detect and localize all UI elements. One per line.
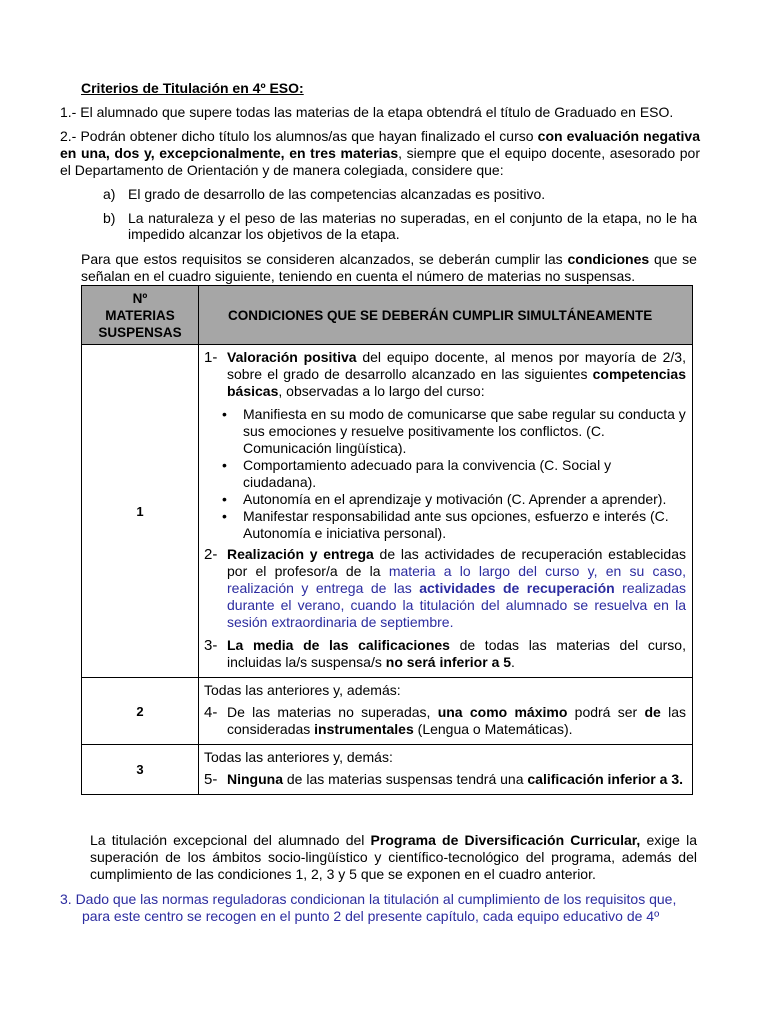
bullet-icon: •: [222, 508, 227, 524]
condition-2-blue-e: realizadas durante el verano, cuando la titulación del alumnado se resuelva en la sesión extraordinaria de septiembre.: [227, 580, 686, 630]
p2-text-c: , siempre que el equipo docente, asesorado por el Departamento de Orientación y de manera colegiada, considere que:: [60, 145, 701, 178]
condition-5-text-b: de las materias suspensas tendrá una: [283, 771, 528, 787]
condition-4-text-g: (Lengua o Matemáticas).: [413, 721, 573, 737]
condition-1-bold-c: competencias básicas: [227, 366, 686, 399]
condition-2-text-b: de las actividades de recuperación establecidas por el profesor/a de la: [227, 546, 686, 579]
list-item: [222, 491, 686, 508]
table-row: [82, 345, 693, 678]
condition-2-bold-a: Realización y entrega: [227, 546, 374, 562]
competencies-list: [204, 406, 686, 542]
row1-conditions: [199, 345, 693, 678]
list-item-text: Autonomía en el aprendizaje y motivación (C. Aprender a aprender).: [243, 491, 667, 507]
condition-4-bold-f: instrumentales: [314, 721, 414, 737]
p2-text-bold: con evaluación negativa en una, dos y, excepcionalmente, en tres materias: [60, 128, 700, 161]
p3-line-2: para este centro se recogen en el punto 2 del presente capítulo, cada equipo educativo de 4º: [82, 908, 660, 924]
list-item: [222, 406, 686, 457]
list-item: [222, 457, 686, 491]
condition-3-text-b: de todas las materias del curso, incluidas la/s suspensa/s: [227, 637, 686, 670]
condition-2-number: 2-: [204, 546, 218, 563]
condition-1-text-d: , observadas a lo largo del curso:: [278, 383, 485, 399]
sub-item-a: [103, 186, 697, 202]
paragraph-3: [60, 891, 700, 925]
row2-lead: Todas las anteriores y, además:: [204, 682, 401, 698]
condition-4-text-e: las consideradas: [227, 704, 686, 737]
condition-3: [204, 637, 686, 671]
title-colon: :: [299, 80, 304, 96]
condition-1-number: 1-: [204, 349, 218, 366]
condition-3-number: 3-: [204, 637, 218, 654]
condition-2-blue-c: materia a lo largo del curso y, en su caso, realización y entrega de las: [227, 563, 686, 596]
condition-1-bold-a: Valoración positiva: [227, 349, 357, 365]
p3-line-1: 3. Dado que las normas reguladoras condicionan la titulación al cumplimiento de los requisitos que,: [60, 891, 677, 907]
row3-number: 3: [82, 745, 199, 795]
condition-4-text-a: De las materias no superadas,: [227, 704, 438, 720]
bullet-icon: •: [222, 406, 227, 422]
condition-1: [204, 349, 686, 400]
paragraph-2: [60, 128, 700, 179]
p2-text-a: 2.- Podrán obtener dicho título los alumnos/as que hayan finalizado el curso: [60, 128, 538, 144]
closing-paragraph: [90, 832, 697, 883]
condition-3-bold-c: no será inferior a 5: [385, 654, 512, 670]
condition-5: [204, 771, 686, 788]
row1-number: 1: [82, 345, 199, 678]
condition-4: [204, 704, 686, 738]
intro-paragraph: [81, 251, 697, 285]
paragraph-1: 1.- El alumnado que supere todas las materias de la etapa obtendrá el título de Graduado en ESO.: [60, 104, 674, 120]
sub-item-b: [103, 210, 697, 242]
header-conditions: CONDICIONES QUE SE DEBERÁN CUMPLIR SIMULTÁNEAMENTE: [199, 286, 693, 345]
table-row: [82, 678, 693, 745]
section-title-text: Criterios de Titulación en 4º ESO: [81, 80, 300, 96]
row3-lead: Todas las anteriores y, demás:: [204, 749, 393, 765]
list-item: [222, 508, 686, 542]
condition-4-bold-b: una como máximo: [437, 704, 568, 720]
sub-item-b-text: La naturaleza y el peso de las materias no superadas, en el conjunto de la etapa, no le ha impedido alcanzar los objetivos de la etapa.: [128, 210, 697, 242]
row2-number: 2: [82, 678, 199, 745]
condition-4-number: 4-: [204, 704, 218, 721]
sub-item-b-label: b): [103, 210, 116, 226]
list-item-text: Comportamiento adecuado para la convivencia (C. Social y ciudadana).: [243, 457, 612, 490]
section-title: [81, 80, 304, 97]
list-item-text: Manifiesta en su modo de comunicarse que sabe regular su conducta y sus emociones y resuelve positivamente los conflictos. (C. Comunicación lingüística).: [243, 406, 686, 456]
closing-text-a: La titulación excepcional del alumnado del: [90, 832, 371, 848]
table-header-row: [82, 286, 693, 345]
header-col1-line3: SUSPENSAS: [98, 324, 182, 340]
intro-text-a: Para que estos requisitos se consideren alcanzados, se deberán cumplir las: [81, 251, 568, 267]
bullet-icon: •: [222, 491, 227, 507]
intro-text-bold: condiciones: [567, 251, 650, 267]
bullet-icon: •: [222, 457, 227, 473]
list-item-text: Manifestar responsabilidad ante sus opciones, esfuerzo e interés (C. Autonomía e iniciativa personal).: [243, 508, 669, 541]
condition-4-text-c: podrá ser: [567, 704, 645, 720]
condition-1-text-b: del equipo docente, al menos por mayoría de 2/3, sobre el grado de desarrollo alcanzado en las siguientes: [227, 349, 686, 382]
condition-3-text-d: .: [511, 654, 515, 670]
closing-text-c: exige la superación de los ámbitos socio-lingüístico y científico-tecnológico del programa, además del cumplimiento de las condiciones 1, 2, 3 y 5 que se exponen en el cuadro anterior.: [90, 832, 697, 882]
conditions-table: [81, 285, 693, 795]
closing-text-bold: Programa de Diversificación Curricular,: [370, 832, 641, 848]
condition-2-blue-bold-d: actividades de recuperación: [419, 580, 615, 596]
condition-2: [204, 546, 686, 631]
condition-5-bold-a: Ninguna: [227, 771, 283, 787]
header-col1-line1: Nº: [132, 290, 148, 306]
sub-item-a-text: El grado de desarrollo de las competencias alcanzadas es positivo.: [128, 186, 546, 202]
table-row: [82, 745, 693, 795]
condition-3-bold-a: La media de las calificaciones: [227, 637, 450, 653]
row2-conditions: [199, 678, 693, 745]
condition-5-bold-c: calificación inferior a 3.: [527, 771, 683, 787]
header-failed-subjects: [82, 286, 199, 345]
condition-5-number: 5-: [204, 771, 218, 788]
header-col1-line2: MATERIAS: [105, 307, 175, 323]
row3-conditions: [199, 745, 693, 795]
condition-4-bold-d: de: [644, 704, 661, 720]
sub-item-a-label: a): [103, 186, 116, 202]
intro-text-c: que se señalan en el cuadro siguiente, teniendo en cuenta el número de materias no suspensas.: [81, 251, 697, 284]
